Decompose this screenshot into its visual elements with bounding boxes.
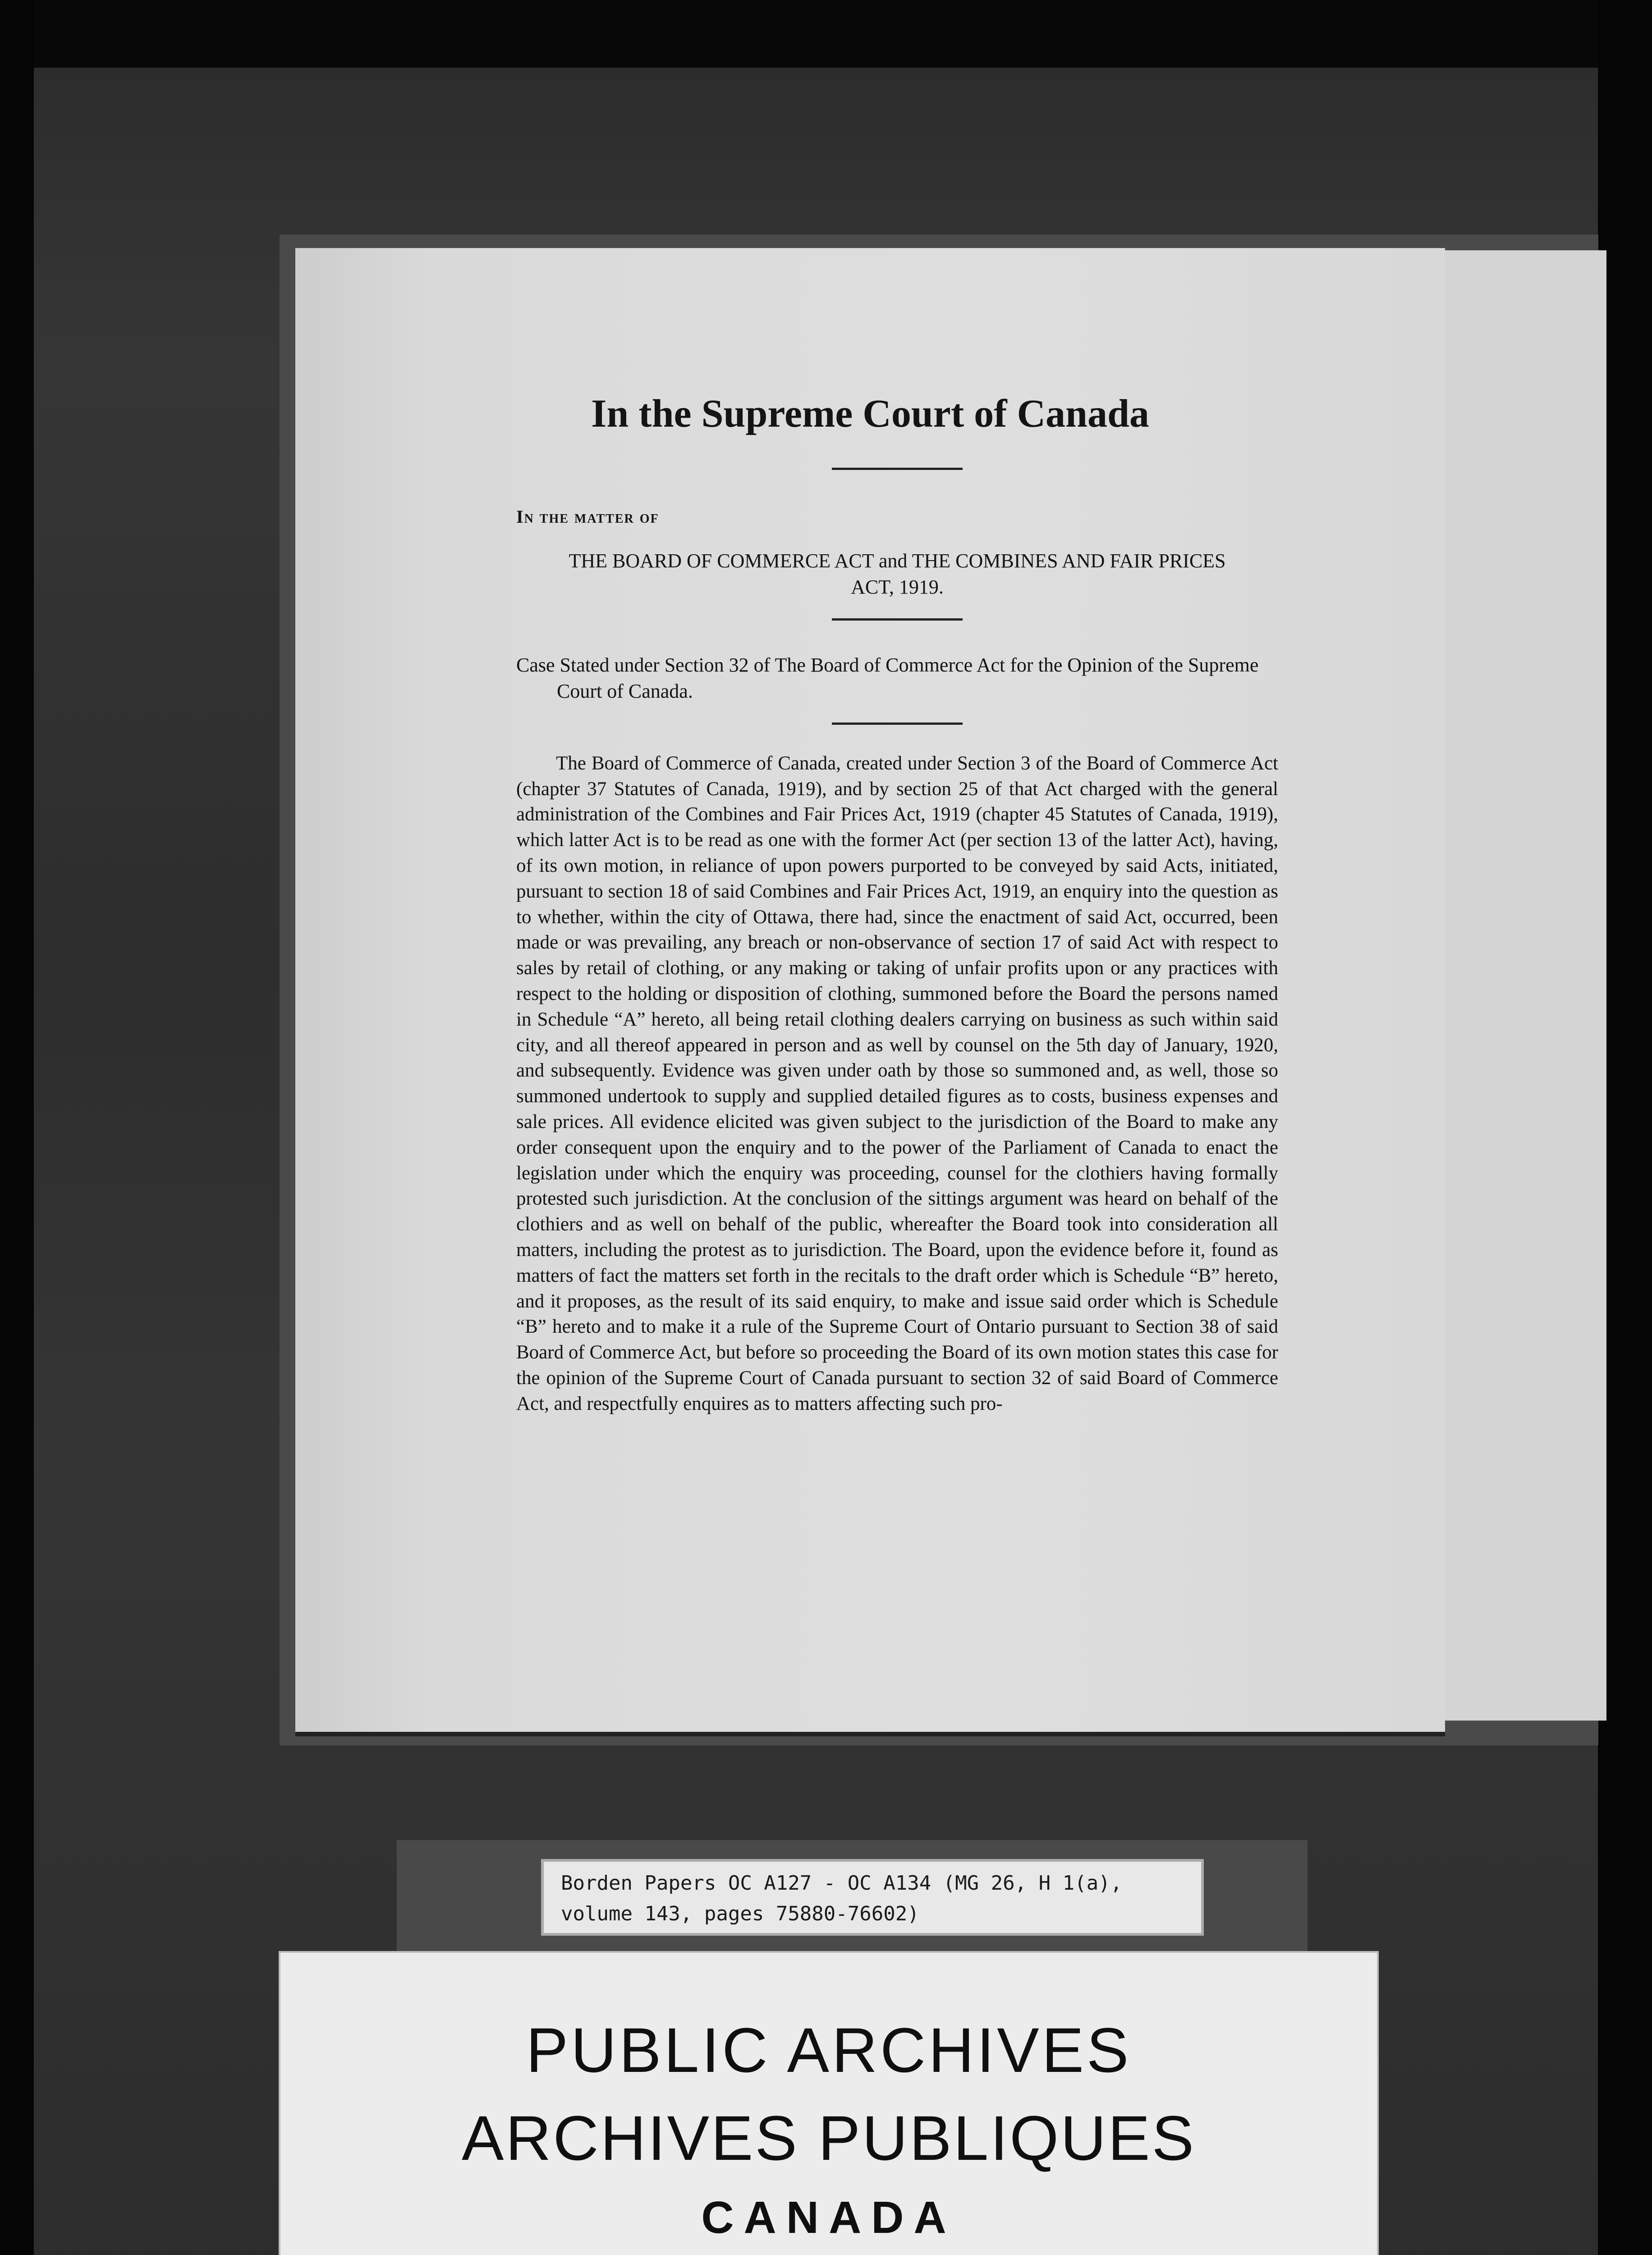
act-heading	[516, 548, 1278, 600]
title-divider	[832, 468, 963, 470]
act-divider	[832, 618, 963, 621]
in-the-matter-heading: In the matter of	[516, 506, 659, 527]
act-heading-line-2: ACT, 1919.	[851, 575, 944, 598]
document-title: In the Supreme Court of Canada	[591, 392, 1149, 436]
archives-card-line-1: PUBLIC ARCHIVES	[526, 2015, 1132, 2085]
case-divider	[832, 723, 963, 725]
film-edge-top	[0, 0, 1652, 68]
body-paragraph: The Board of Commerce of Canada, created under Section 3 of the Board of Commerce Act (chapter 37 Statutes of Canada, 1919), and by section 25 of that Act charged with the general administration of the Combines and Fair Prices Act, 1919 (chapter 45 Statutes of Canada, 1919), which latter Act is to be read as one with the former Act (per section 13 of the latter Act), having, of its own motion, in reliance of upon powers purported to be conveyed by said Acts, initiated, pursuant to section 18 of said Combines and Fair Prices Act, 1919, an enquiry into the question as to whether, within the city of Ottawa, there had, since the enactment of said Act, occurred, been made or was prevailing, any breach or non-observance of section 17 of said Act with respect to sales by retail of clothing, or any making or taking of unfair profits upon or any practices with respect to the holding or disposition of clothing, summoned before the Board the persons named in Schedule “A” hereto, all being retail clothing dealers carrying on business as such within said city, and all thereof appeared in person and as well by counsel on the 5th day of January, 1920, and subsequently. Evidence was given under oath by those so summoned and, as well, those so summoned undertook to supply and supplied detailed figures as to costs, business expenses and sale prices. All evidence elicited was given subject to the jurisdiction of the Board to make any order consequent upon the enquiry and to the power of the Parliament of Canada to enact the legislation under which the enquiry was proceeding, counsel for the clothiers having formally protested such jurisdiction. At the conclusion of the sittings argument was heard on behalf of the clothiers and as well on behalf of the public, whereafter the Board took into consideration all matters, including the protest as to jurisdiction. The Board, upon the evidence before it, found as matters of fact the matters set forth in the recitals to the draft order which is Schedule “B” hereto, and it proposes, as the result of its said enquiry, to make and issue said order which is Schedule “B” hereto and to make it a rule of the Supreme Court of Ontario pursuant to Section 38 of said Board of Commerce Act, but before so proceeding the Board of its own motion states this case for the opinion of the Supreme Court of Canada pursuant to section 32 of said Board of Commerce Act, and respectfully enquires as to matters affecting such pro-	[516, 752, 1278, 1414]
document-text	[516, 392, 1278, 1436]
archives-card-line-3: CANADA	[701, 2192, 956, 2243]
film-edge-left	[0, 0, 34, 2255]
collection-label-line-2: volume 143, pages 75880-76602)	[561, 1902, 919, 1925]
act-heading-line-1: THE BOARD OF COMMERCE ACT and THE COMBINES AND FAIR PRICES	[569, 549, 1226, 572]
collection-label	[541, 1859, 1204, 1936]
archives-card-line-2: ARCHIVES PUBLIQUES	[462, 2103, 1196, 2173]
collection-label-line-1: Borden Papers OC A127 - OC A134 (MG 26, H 1(a),	[561, 1872, 1123, 1895]
case-stated-heading: Case Stated under Section 32 of The Board of Commerce Act for the Opinion of the Supreme Court of Canada.	[516, 653, 1259, 702]
archives-card	[279, 1951, 1379, 2255]
adjacent-page-edge	[1441, 250, 1606, 1721]
